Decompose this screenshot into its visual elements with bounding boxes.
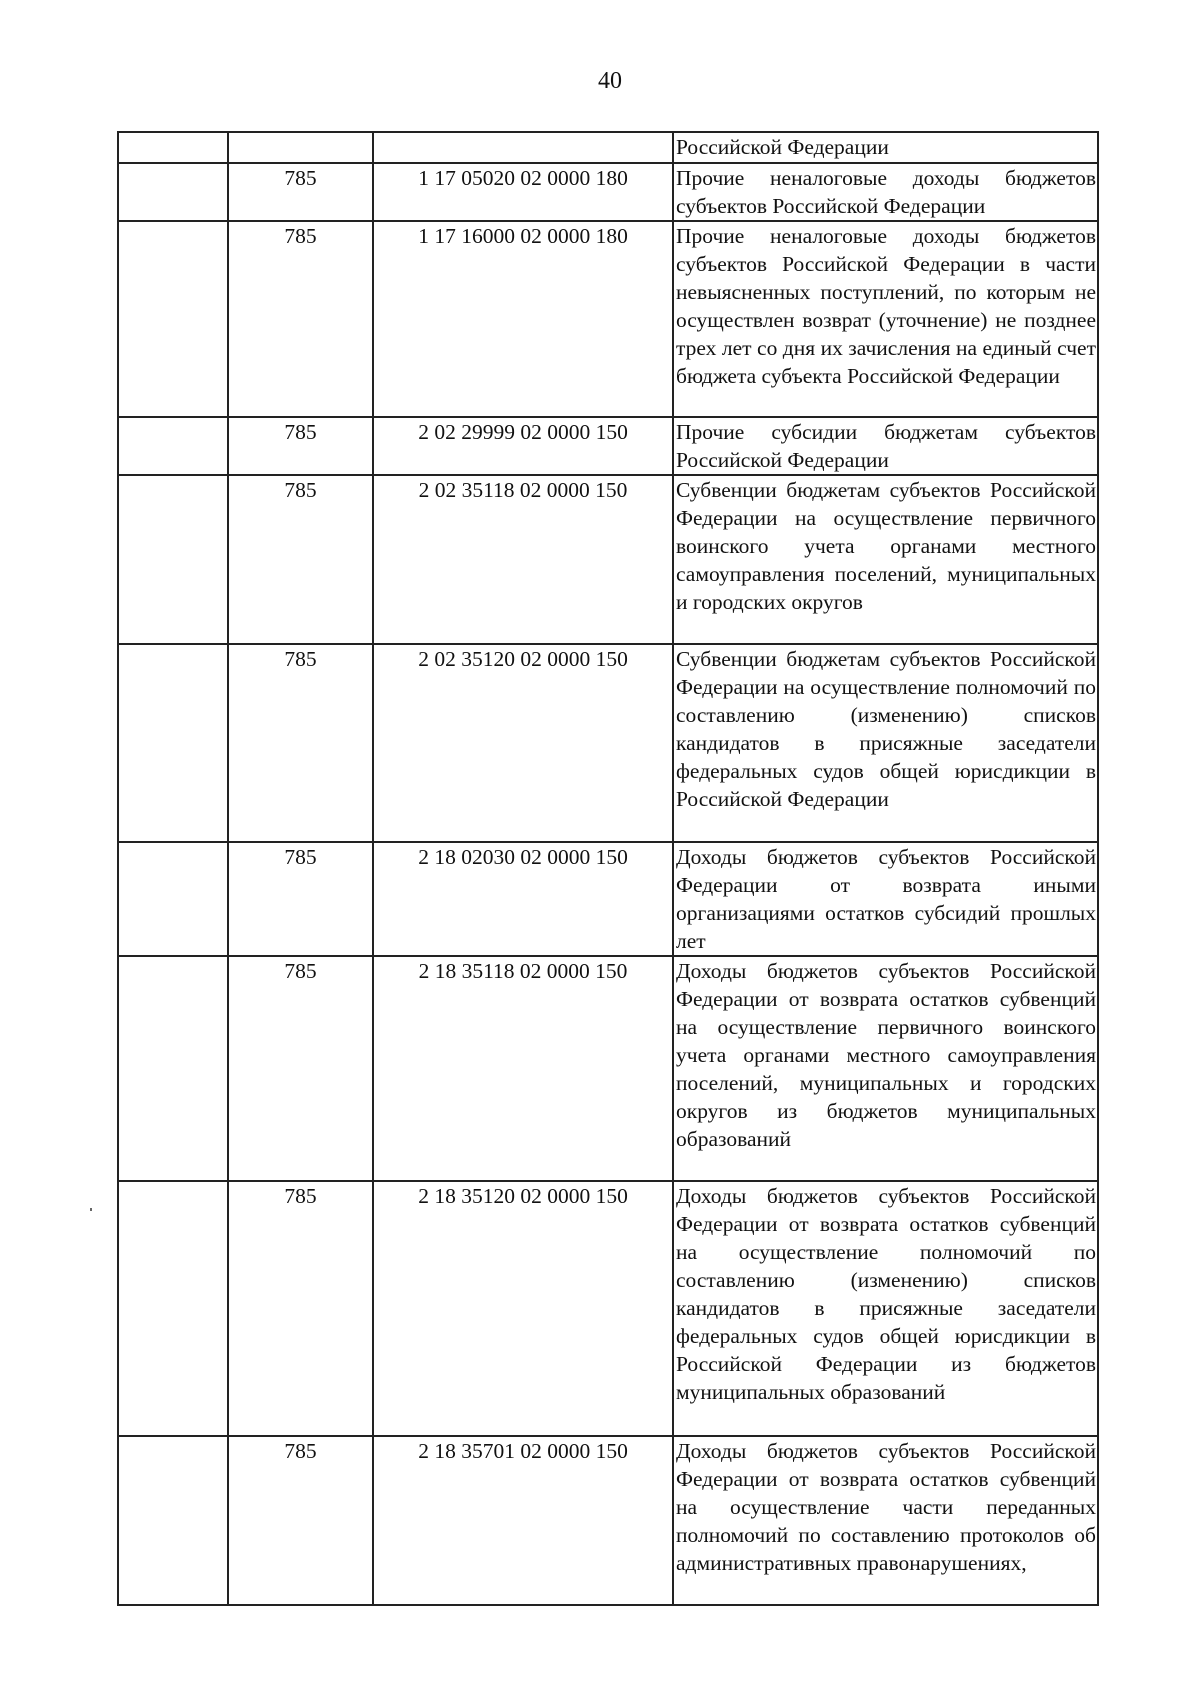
revenue-name-cell: Доходы бюджетов субъектов Российской Федерации от возврата остатков субвенций на осуществление первичного воинского учета органами местного самоуправления поселений, муниципальных и городских округов из бюджетов муниципальных образований — [673, 956, 1098, 1181]
budget-code-cell: 2 18 35120 02 0000 150 — [373, 1181, 673, 1436]
budget-code-cell: 2 18 35701 02 0000 150 — [373, 1436, 673, 1605]
budget-code-cell: 2 02 35120 02 0000 150 — [373, 644, 673, 842]
budget-code-cell: 1 17 16000 02 0000 180 — [373, 221, 673, 417]
page-number: 40 — [598, 68, 622, 94]
admin-code-cell: 785 — [228, 475, 373, 644]
revenue-name-cell: Доходы бюджетов субъектов Российской Федерации от возврата остатков субвенций на осуществление полномочий по составлению (изменению) списков кандидатов в присяжные заседатели федеральных судов общей юрисдикции в Российской Федерации из бюджетов муниципальных образований — [673, 1181, 1098, 1436]
revenue-name-cell: Российской Федерации — [673, 132, 1098, 163]
admin-code-cell: 785 — [228, 842, 373, 956]
budget-code-cell: 1 17 05020 02 0000 180 — [373, 163, 673, 221]
revenue-name-cell: Прочие неналоговые доходы бюджетов субъектов Российской Федерации — [673, 163, 1098, 221]
table-body — [118, 132, 1098, 1605]
revenue-name-cell: Доходы бюджетов субъектов Российской Федерации от возврата иными организациями остатков субсидий прошлых лет — [673, 842, 1098, 956]
revenue-name-cell: Прочие субсидии бюджетам субъектов Российской Федерации — [673, 417, 1098, 475]
table-row — [118, 221, 1098, 417]
budget-code-cell: 2 02 29999 02 0000 150 — [373, 417, 673, 475]
revenue-name-cell: Прочие неналоговые доходы бюджетов субъектов Российской Федерации в части невыясненных поступлений, по которым не осуществлен возврат (уточнение) не позднее трех лет со дня их зачисления на единый счет бюджета субъекта Российской Федерации — [673, 221, 1098, 417]
revenue-name-cell: Субвенции бюджетам субъектов Российской Федерации на осуществление полномочий по составлению (изменению) списков кандидатов в присяжные заседатели федеральных судов общей юрисдикции в Российской Федерации — [673, 644, 1098, 842]
table-cell-empty — [118, 221, 228, 417]
revenue-name-cell: Доходы бюджетов субъектов Российской Федерации от возврата остатков субвенций на осуществление части переданных полномочий по составлению протоколов об административных правонарушениях, — [673, 1436, 1098, 1605]
budget-code-cell: 2 18 35118 02 0000 150 — [373, 956, 673, 1181]
table-cell-empty — [118, 475, 228, 644]
table-cell-empty — [118, 1181, 228, 1436]
admin-code-cell: 785 — [228, 163, 373, 221]
budget-code-cell — [373, 132, 673, 163]
budget-code-cell: 2 18 02030 02 0000 150 — [373, 842, 673, 956]
scan-speck — [90, 1208, 92, 1211]
table-cell-empty — [118, 956, 228, 1181]
admin-code-cell: 785 — [228, 1181, 373, 1436]
admin-code-cell: 785 — [228, 956, 373, 1181]
table-row — [118, 132, 1098, 163]
admin-code-cell: 785 — [228, 1436, 373, 1605]
table-cell-empty — [118, 132, 228, 163]
table-cell-empty — [118, 417, 228, 475]
table-cell-empty — [118, 842, 228, 956]
budget-code-table — [117, 131, 1099, 1606]
table-row — [118, 163, 1098, 221]
table-row — [118, 417, 1098, 475]
table-row — [118, 956, 1098, 1181]
table-row — [118, 1181, 1098, 1436]
table-cell-empty — [118, 644, 228, 842]
admin-code-cell: 785 — [228, 417, 373, 475]
table-row — [118, 475, 1098, 644]
budget-code-cell: 2 02 35118 02 0000 150 — [373, 475, 673, 644]
table-cell-empty — [118, 163, 228, 221]
table-cell-empty — [118, 1436, 228, 1605]
revenue-name-cell: Субвенции бюджетам субъектов Российской Федерации на осуществление первичного воинского учета органами местного самоуправления поселений, муниципальных и городских округов — [673, 475, 1098, 644]
admin-code-cell — [228, 132, 373, 163]
admin-code-cell: 785 — [228, 221, 373, 417]
table-row — [118, 644, 1098, 842]
admin-code-cell: 785 — [228, 644, 373, 842]
table-row — [118, 842, 1098, 956]
table-row — [118, 1436, 1098, 1605]
